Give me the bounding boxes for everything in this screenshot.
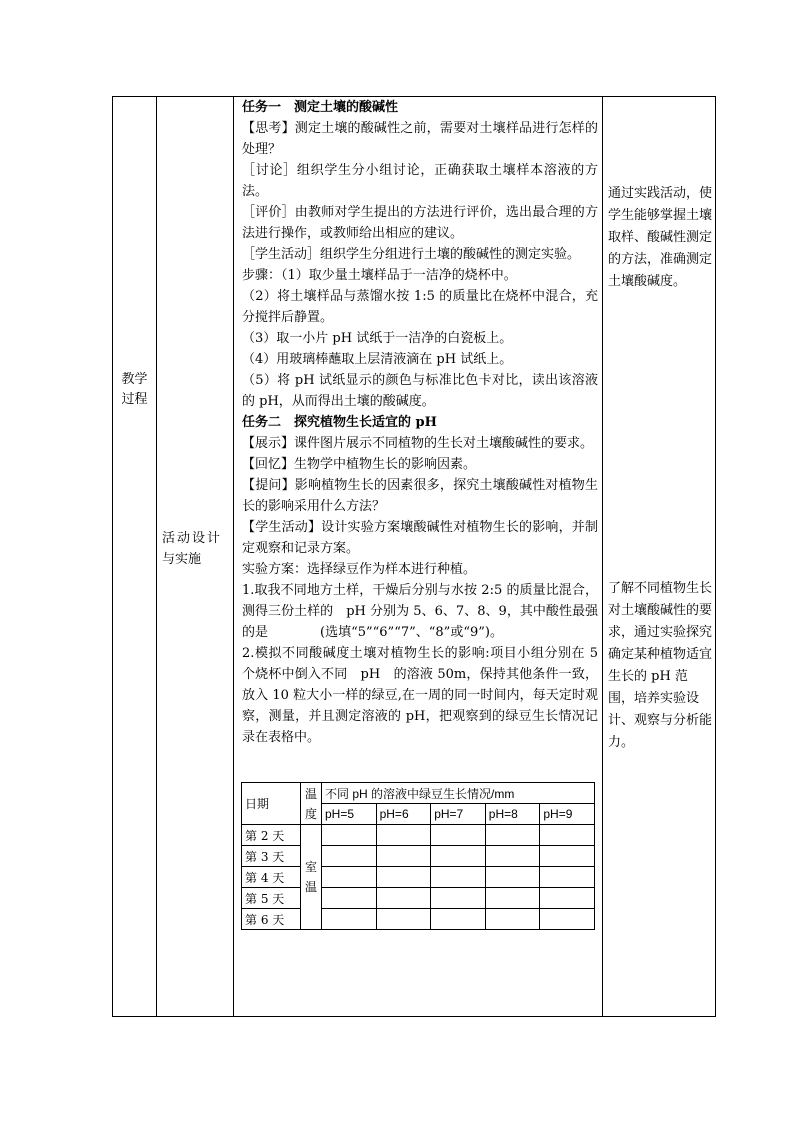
section-label bbox=[162, 528, 232, 570]
ph-header: pH=7 bbox=[431, 804, 486, 825]
empty-cell bbox=[540, 825, 595, 846]
header-temp-line1: 温 bbox=[304, 786, 317, 801]
header-temp-line2: 度 bbox=[304, 806, 317, 821]
empty-cell bbox=[376, 909, 431, 930]
table-row bbox=[242, 867, 595, 888]
paragraph: ［讨论］组织学生分小组讨论，正确获取土壤样本溶液的方法。 bbox=[242, 163, 598, 199]
table-row bbox=[242, 909, 595, 930]
header-growth: 不同 pH 的溶液中绿豆生长情况/mm bbox=[322, 783, 595, 804]
section-label-line1: 活动设计 bbox=[162, 531, 223, 546]
empty-cell bbox=[485, 867, 540, 888]
stage-label-line1: 教学 bbox=[121, 372, 148, 387]
empty-cell bbox=[540, 867, 595, 888]
empty-cell bbox=[485, 825, 540, 846]
paragraph: 【回忆】生物学中植物生长的影响因素。 bbox=[242, 457, 477, 472]
growth-record-table bbox=[241, 782, 595, 930]
empty-cell bbox=[485, 846, 540, 867]
empty-cell bbox=[431, 909, 486, 930]
empty-cell bbox=[376, 888, 431, 909]
paragraph: 实验方案：选择绿豆作为样本进行种植。 bbox=[242, 562, 477, 577]
empty-cell bbox=[376, 825, 431, 846]
paragraph: （2）将土壤样品与蒸馏水按 1:5 的质量比在烧杯中混合，充分搅拌后静置。 bbox=[242, 289, 598, 325]
objective-1: 通过实践活动，使学生能够掌握土壤取样、酸碱性测定的方法，准确测定土壤酸碱度。 bbox=[608, 186, 713, 289]
paragraph: 步骤：（1）取少量土壤样品于一洁净的烧杯中。 bbox=[242, 268, 517, 283]
day-cell: 第 6 天 bbox=[242, 909, 301, 930]
paragraph: 【学生活动】设计实验方案壤酸碱性对植物生长的影响，并制定观察和记录方案。 bbox=[242, 520, 598, 556]
empty-cell bbox=[376, 867, 431, 888]
empty-cell bbox=[431, 846, 486, 867]
empty-cell bbox=[322, 909, 377, 930]
empty-cell bbox=[431, 888, 486, 909]
paragraph: 2.模拟不同酸碱度土壤对植物生长的影响:项目小组分别在 5 个烧杯中倒入不同 pH 的溶液 50m，保持其他条件一致，放入 10 粒大小一样的绿豆,在一周的同一时间内，每天定时观察，测量，并且测定溶液的 pH，把观察到的绿豆生长情况记录在表格中。 bbox=[242, 646, 598, 745]
paragraph: 【展示】课件图片展示不同植物的生长对土壤酸碱性的要求。 bbox=[242, 436, 594, 451]
paragraph: 【思考】测定土壤的酸碱性之前，需要对土壤样品进行怎样的处理？ bbox=[242, 121, 598, 157]
stage-label-line2: 过程 bbox=[121, 392, 148, 407]
empty-cell bbox=[376, 846, 431, 867]
day-cell: 第 5 天 bbox=[242, 888, 301, 909]
empty-cell bbox=[540, 888, 595, 909]
task2-title: 任务二 探究植物生长适宜的 pH bbox=[242, 415, 437, 430]
ph-header: pH=5 bbox=[322, 804, 377, 825]
empty-cell bbox=[485, 909, 540, 930]
section-label-line2: 与实施 bbox=[162, 552, 202, 567]
column-divider-3 bbox=[602, 96, 603, 1017]
stage-label bbox=[113, 370, 156, 410]
empty-cell bbox=[485, 888, 540, 909]
paragraph: （5）将 pH 试纸显示的颜色与标准比色卡对比，读出该溶液的 pH，从而得出土壤的酸碱度。 bbox=[242, 373, 598, 409]
room-temp-line2: 温 bbox=[304, 880, 317, 894]
empty-cell bbox=[540, 846, 595, 867]
day-cell: 第 3 天 bbox=[242, 846, 301, 867]
day-cell: 第 4 天 bbox=[242, 867, 301, 888]
paragraph: ［评价］由教师对学生提出的方法进行评价，选出最合理的方法进行操作，或教师给出相应的建议。 bbox=[242, 205, 598, 241]
table-row bbox=[242, 825, 595, 846]
ph-header: pH=6 bbox=[376, 804, 431, 825]
empty-cell bbox=[322, 846, 377, 867]
table-row bbox=[242, 846, 595, 867]
room-temp-cell bbox=[301, 825, 322, 930]
ph-header: pH=9 bbox=[540, 804, 595, 825]
activity-content bbox=[242, 97, 598, 748]
paragraph: 【提问】影响植物生长的因素很多，探究土壤酸碱性对植物生长的影响采用什么方法？ bbox=[242, 478, 598, 514]
paragraph: ［学生活动］组织学生分组进行土壤的酸碱性的测定实验。 bbox=[242, 247, 581, 262]
empty-cell bbox=[322, 825, 377, 846]
ph-header: pH=8 bbox=[485, 804, 540, 825]
empty-cell bbox=[431, 825, 486, 846]
paragraph: 1.取我不同地方土样，干燥后分别与水按 2:5 的质量比混合，测得三份土样的 pH 分别为 5、6、7、8、9，其中酸性最强的是 (选填“5”“6”“7”、“8”或“9”)。 bbox=[242, 583, 598, 640]
task1-title: 任务一 测定土壤的酸碱性 bbox=[242, 100, 399, 115]
column-divider-2 bbox=[233, 96, 234, 1017]
table-row bbox=[242, 888, 595, 909]
paragraph: （3）取一小片 pH 试纸于一洁净的白瓷板上。 bbox=[242, 331, 513, 346]
header-temp bbox=[301, 783, 322, 825]
objective-2: 了解不同植物生长对土壤酸碱性的要求，通过实验探究确定某种植物适宜生长的 pH 范围，培养实验设计、观察与分析能力。 bbox=[608, 581, 713, 750]
empty-cell bbox=[322, 867, 377, 888]
room-temp-line1: 室 bbox=[304, 860, 317, 874]
paragraph: （4）用玻璃棒蘸取上层清液滴在 pH 试纸上。 bbox=[242, 352, 513, 367]
empty-cell bbox=[322, 888, 377, 909]
empty-cell bbox=[431, 867, 486, 888]
day-cell: 第 2 天 bbox=[242, 825, 301, 846]
empty-cell bbox=[540, 909, 595, 930]
header-date: 日期 bbox=[242, 783, 301, 825]
column-divider-1 bbox=[156, 96, 157, 1017]
